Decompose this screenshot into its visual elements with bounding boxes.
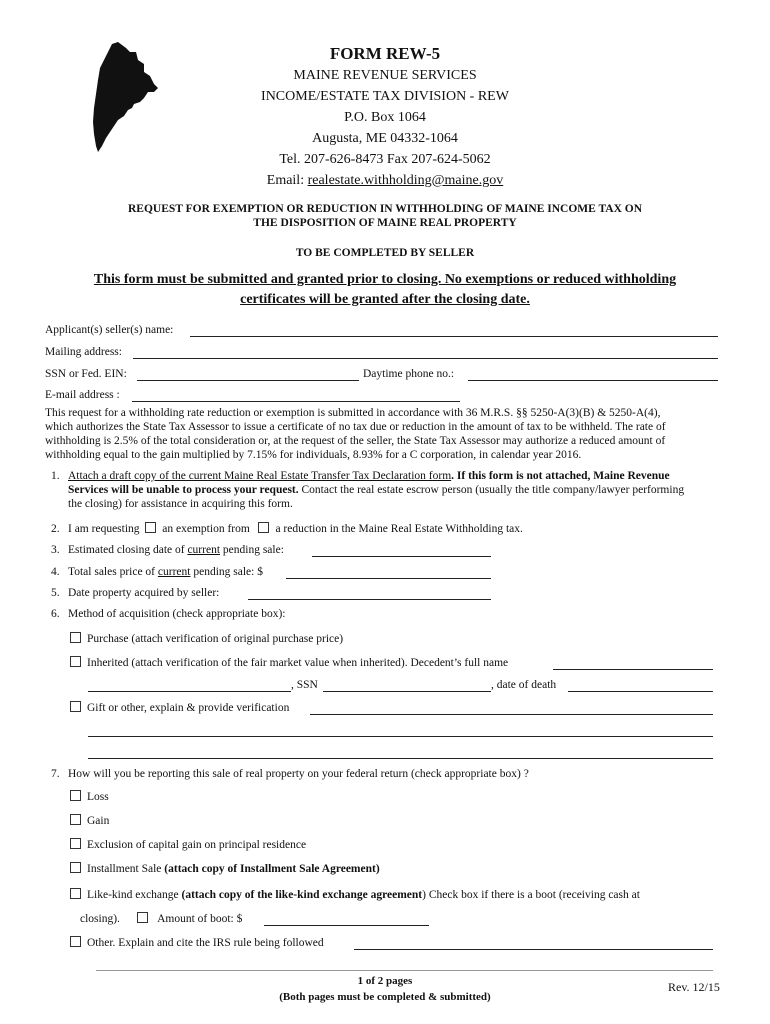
phone-field[interactable] [468,367,718,381]
item4-text-b: pending sale: $ [190,566,263,578]
po-box: P.O. Box 1064 [344,110,426,125]
ssn-label: SSN or Fed. EIN: [45,368,127,380]
installment-checkbox[interactable] [70,862,81,873]
page-number: 1 of 2 pages [357,975,413,987]
exclusion-label: Exclusion of capital gain on principal residence [87,839,307,851]
item3-number: 3. [51,544,60,556]
email-line [0,170,770,191]
closing-date-field[interactable] [312,543,491,557]
intro-line-4: withholding equal to the gain multiplied by 7.15% for individuals, 8.93% for a C corporation, in calendar year 2016. [45,449,582,461]
boot-checkbox[interactable] [137,912,148,923]
form-title: FORM REW-5 [329,44,441,63]
likekind-option [70,888,640,903]
applicant-label: Applicant(s) seller(s) name: [45,324,174,336]
gift-explain-line-2[interactable] [88,723,713,737]
footer-note: (Both pages must be completed & submitted) [279,991,491,1003]
request-heading-2: THE DISPOSITION OF MAINE REAL PROPERTY [253,217,517,229]
exemption-checkbox[interactable] [145,522,156,533]
reduction-checkbox[interactable] [258,522,269,533]
decedent-name-field-2[interactable] [88,678,291,692]
death-label: , date of death [491,679,557,691]
other-label: Other. Explain and cite the IRS rule being followed [87,937,324,949]
date-acquired-field[interactable] [248,586,491,600]
item7-label: How will you be reporting this sale of real property on your federal return (check appropriate box) ? [68,768,529,780]
item2-line [68,522,523,537]
decedent-name-field[interactable] [553,656,713,670]
gain-label: Gain [87,815,110,827]
other-option [70,936,324,951]
item1-number: 1. [51,470,60,482]
gain-option [70,814,109,829]
likekind-bold: (attach copy of the like-kind exchange agreement [181,889,423,901]
installment-bold: (attach copy of Installment Sale Agreement) [164,863,380,875]
installment-option [70,862,380,877]
item3-text-b: pending sale: [220,544,284,556]
reduction-label: a reduction in the Maine Real Estate Withholding tax. [275,523,523,535]
item1-rest-b: Contact the real estate escrow person (usually the title company/lawyer performing [298,484,685,496]
phone-label: Daytime phone no.: [363,368,455,380]
date-of-death-field[interactable] [568,678,713,692]
loss-label: Loss [87,791,109,803]
inherited-option [70,656,508,671]
request-heading-1: REQUEST FOR EXEMPTION OR REDUCTION IN WITHHOLDING OF MAINE INCOME TAX ON [127,203,643,215]
item2-number: 2. [51,523,60,535]
likekind-label: Like-kind exchange [87,889,182,901]
item1-bold-b: Services will be unable to process your request. [68,484,299,496]
sales-price-field[interactable] [286,565,491,579]
closing-boot-line [80,912,242,927]
city-address: Augusta, ME 04332-1064 [312,131,458,146]
footer-divider [96,970,713,971]
boot-label: Amount of boot: $ [157,913,243,925]
item7-number: 7. [51,768,60,780]
item1-line-3: the closing) for assistance in acquiring this form. [68,498,293,510]
item1-bold-a: . If this form is not attached, Maine Revenue [451,470,670,482]
mailing-label: Mailing address: [45,346,122,358]
ssn-field[interactable] [137,367,359,381]
item6-number: 6. [51,608,60,620]
boot-amount-field[interactable] [264,912,429,926]
exclusion-checkbox[interactable] [70,838,81,849]
likekind-checkbox[interactable] [70,888,81,899]
email-label: Email: [266,173,308,188]
gift-checkbox[interactable] [70,701,81,712]
gain-checkbox[interactable] [70,814,81,825]
gift-explain-line-3[interactable] [88,745,713,759]
loss-option [70,790,109,805]
mailing-field[interactable] [133,345,718,359]
division-name: INCOME/ESTATE TAX DIVISION - REW [261,89,509,104]
item4-underline: current [157,566,191,578]
item3-underline: current [187,544,221,556]
gift-option [70,701,289,716]
purchase-checkbox[interactable] [70,632,81,643]
other-checkbox[interactable] [70,936,81,947]
item5-label: Date property acquired by seller: [68,587,220,599]
ssn-inline-label: , SSN [291,679,318,691]
installment-label: Installment Sale [87,863,165,875]
email-field-label: E-mail address : [45,389,120,401]
item3-label [68,543,284,558]
item1-underlined: Attach a draft copy of the current Maine Real Estate Transfer Tax Declaration form [68,470,452,482]
item1-line-2 [68,483,684,498]
item1-line-1 [68,469,670,484]
email-field[interactable] [132,388,460,402]
completed-by: TO BE COMPLETED BY SELLER [295,247,475,259]
applicant-field[interactable] [190,323,718,337]
loss-checkbox[interactable] [70,790,81,801]
email-link[interactable]: realestate.withholding@maine.gov [307,173,504,188]
item2-label: I am requesting [68,523,140,535]
closing-label: closing). [80,913,120,925]
exemption-label: an exemption from [162,523,250,535]
likekind-rest: ) Check box if there is a boot (receiving cash at [422,889,640,901]
intro-line-2: which authorizes the State Tax Assessor to issue a certificate of no tax due or reduction in the amount of tax to be withheld. The rate of [45,421,666,433]
purchase-option [70,632,343,647]
gift-label: Gift or other, explain & provide verification [87,702,290,714]
notice-line-2: certificates will be granted after the closing date. [240,292,530,307]
item3-text-a: Estimated closing date of [68,544,188,556]
inherited-label: Inherited (attach verification of the fair market value when inherited). Decedent’s full name [87,657,509,669]
exclusion-option [70,838,306,853]
item4-number: 4. [51,566,60,578]
purchase-label: Purchase (attach verification of original purchase price) [87,633,344,645]
agency-name: MAINE REVENUE SERVICES [293,68,477,83]
phone-fax: Tel. 207-626-8473 Fax 207-624-5062 [279,152,491,167]
item4-text-a: Total sales price of [68,566,158,578]
item6-label: Method of acquisition (check appropriate box): [68,608,286,620]
gift-explain-field[interactable] [310,701,713,715]
item5-number: 5. [51,587,60,599]
revision: Rev. 12/15 [668,980,720,994]
intro-line-1: This request for a withholding rate reduction or exemption is submitted in accordance with 36 M.R.S. §§ 5250-A(3)(B) & 5250-A(4), [45,407,661,419]
item4-label [68,565,263,580]
intro-line-3: withholding is 2.5% of the total consideration or, at the request of the seller, the State Tax Assessor may authorize a reduced amount of [45,435,666,447]
notice-line-1: This form must be submitted and granted prior to closing. No exemptions or reduced withholding [93,272,677,287]
decedent-ssn-field[interactable] [323,678,491,692]
other-explain-field[interactable] [354,936,713,950]
inherited-checkbox[interactable] [70,656,81,667]
